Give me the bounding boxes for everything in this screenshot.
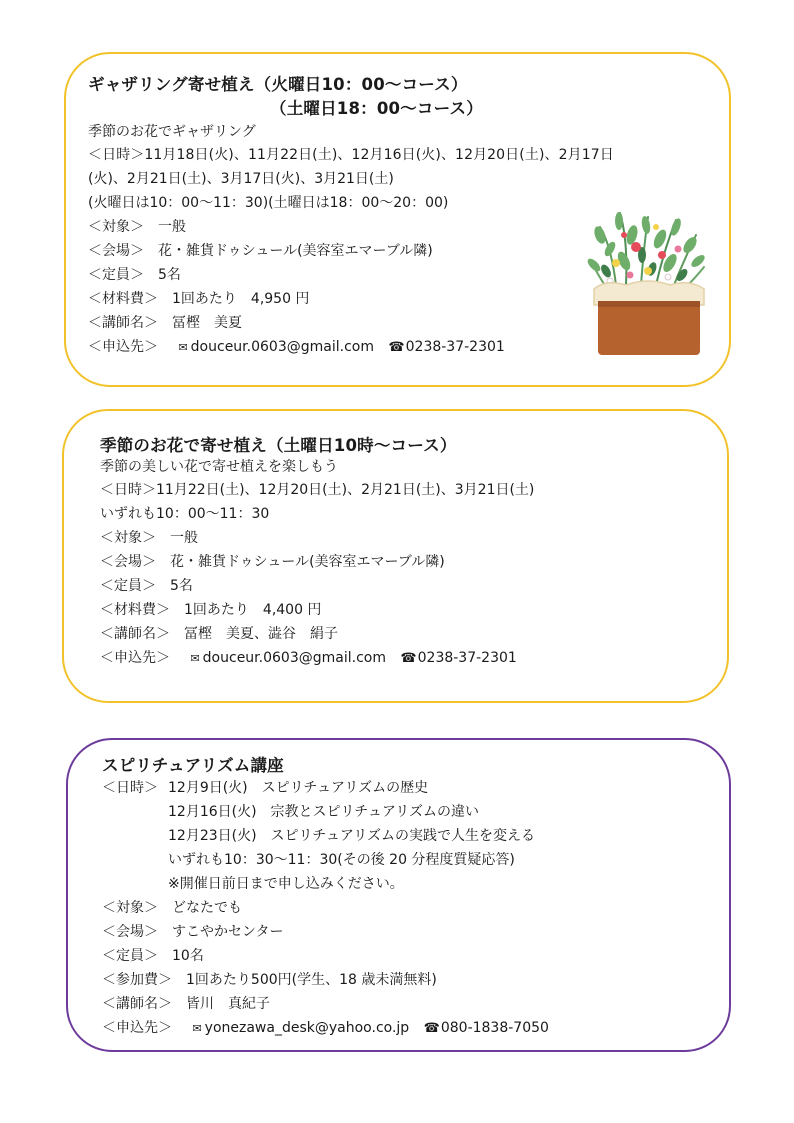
envelope-icon: ✉ bbox=[190, 652, 200, 665]
spiritualism-session-2: 12月16日(火) 宗教とスピリチュアリズムの違い bbox=[168, 804, 480, 820]
email-address[interactable]: douceur.0603@gmail.com bbox=[190, 339, 374, 355]
gathering-target: ＜対象＞ 一般 bbox=[88, 219, 186, 235]
email-address[interactable]: yonezawa_desk@yahoo.co.jp bbox=[204, 1020, 410, 1036]
apply-label: ＜申込先＞ bbox=[102, 1020, 172, 1036]
seasonal-venue: ＜会場＞ 花・雑貨ドゥシュール(美容室エマーブル隣) bbox=[100, 554, 445, 570]
spiritualism-course-title: スピリチュアリズム講座 bbox=[102, 756, 284, 775]
spiritualism-session-3: 12月23日(火) スピリチュアリズムの実践で人生を変える bbox=[168, 828, 536, 844]
telephone-icon: ☎ bbox=[388, 340, 405, 355]
gathering-subtitle: 季節のお花でギャザリング bbox=[88, 124, 256, 140]
telephone-icon: ☎ bbox=[423, 1021, 440, 1036]
gathering-apply bbox=[88, 337, 505, 358]
spiritualism-note: ※開催日前日まで申し込みください。 bbox=[168, 876, 404, 892]
seasonal-apply bbox=[100, 648, 517, 669]
gathering-course-title-saturday: （土曜日18：00～コース） bbox=[270, 99, 483, 118]
seasonal-instructor: ＜講師名＞ 冨樫 美夏、澁谷 絹子 bbox=[100, 626, 338, 642]
spiritualism-capacity: ＜定員＞ 10名 bbox=[102, 948, 204, 964]
phone-number[interactable]: 080-1838-7050 bbox=[440, 1020, 549, 1036]
spiritualism-fee: ＜参加費＞ 1回あたり500円(学生、18 歳未満無料) bbox=[102, 972, 437, 988]
gathering-times: (火曜日は10：00～11：30)(土曜日は18：00～20：00) bbox=[88, 195, 449, 211]
spiritualism-session-1: 12月9日(火) スピリチュアリズムの歴史 bbox=[168, 780, 429, 796]
gathering-instructor: ＜講師名＞ 冨樫 美夏 bbox=[88, 315, 242, 331]
spiritualism-date-label: ＜日時＞ bbox=[102, 780, 158, 796]
spiritualism-venue: ＜会場＞ すこやかセンター bbox=[102, 924, 284, 940]
envelope-icon: ✉ bbox=[192, 1022, 202, 1035]
gathering-dates-line1: ＜日時＞11月18日(火)、11月22日(土)、12月16日(火)、12月20日(土)、2月17日 bbox=[88, 147, 614, 163]
telephone-icon: ☎ bbox=[400, 651, 417, 666]
email-address[interactable]: douceur.0603@gmail.com bbox=[202, 650, 386, 666]
flower-planter-illustration bbox=[586, 205, 712, 360]
apply-label: ＜申込先＞ bbox=[100, 650, 170, 666]
seasonal-course-title: 季節のお花で寄せ植え（土曜日10時～コース） bbox=[100, 436, 457, 455]
phone-number[interactable]: 0238-37-2301 bbox=[417, 650, 517, 666]
apply-label: ＜申込先＞ bbox=[88, 339, 158, 355]
gathering-course-title: ギャザリング寄せ植え（火曜日10：00～コース） bbox=[88, 75, 468, 94]
spiritualism-apply bbox=[102, 1018, 549, 1039]
seasonal-target: ＜対象＞ 一般 bbox=[100, 530, 198, 546]
spiritualism-time: いずれも10：30～11：30(その後 20 分程度質疑応答) bbox=[168, 852, 515, 868]
gathering-dates-line2: (火)、2月21日(土)、3月17日(火)、3月21日(土) bbox=[88, 171, 394, 187]
spiritualism-target: ＜対象＞ どなたでも bbox=[102, 900, 242, 916]
seasonal-dates: ＜日時＞11月22日(土)、12月20日(土)、2月21日(土)、3月21日(土) bbox=[100, 482, 535, 498]
spiritualism-instructor: ＜講師名＞ 皆川 真紀子 bbox=[102, 996, 270, 1012]
seasonal-time: いずれも10：00～11：30 bbox=[100, 506, 270, 522]
gathering-fee: ＜材料費＞ 1回あたり 4,950 円 bbox=[88, 291, 310, 307]
seasonal-fee: ＜材料費＞ 1回あたり 4,400 円 bbox=[100, 602, 322, 618]
seasonal-subtitle: 季節の美しい花で寄せ植えを楽しもう bbox=[100, 459, 338, 475]
seasonal-capacity: ＜定員＞ 5名 bbox=[100, 578, 193, 594]
phone-number[interactable]: 0238-37-2301 bbox=[405, 339, 505, 355]
envelope-icon: ✉ bbox=[178, 341, 188, 354]
gathering-venue: ＜会場＞ 花・雑貨ドゥシュール(美容室エマーブル隣) bbox=[88, 243, 433, 259]
gathering-capacity: ＜定員＞ 5名 bbox=[88, 267, 181, 283]
